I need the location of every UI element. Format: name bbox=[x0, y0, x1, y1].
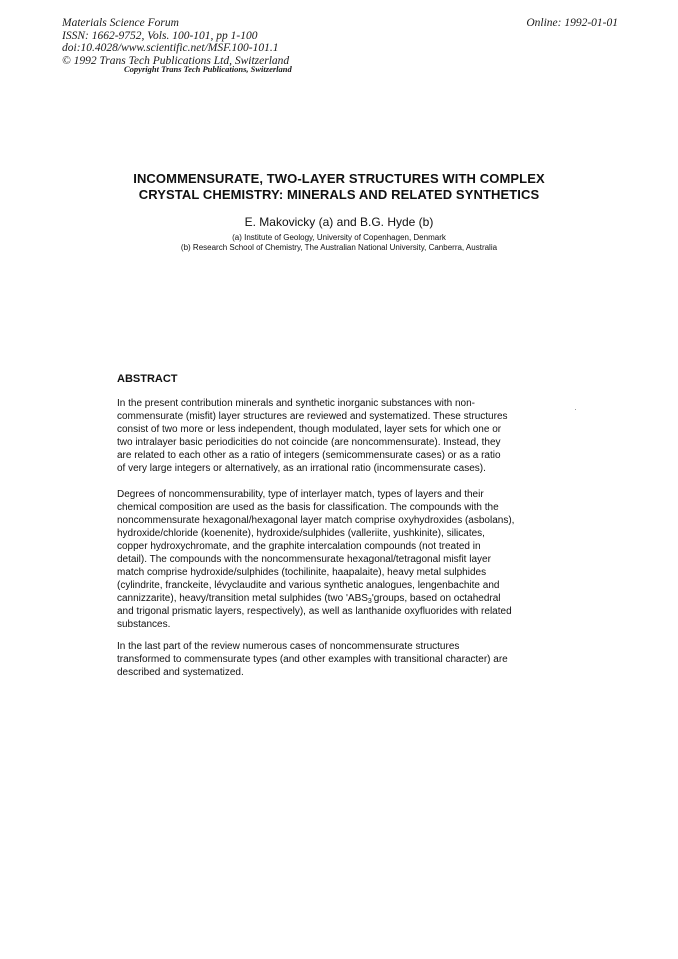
text-line: described and systematized. bbox=[117, 667, 244, 678]
doi-line: doi:10.4028/www.scientific.net/MSF.100-101.1 bbox=[62, 42, 279, 55]
journal-header bbox=[62, 17, 289, 67]
journal-name: Materials Science Forum bbox=[62, 17, 179, 29]
abstract-paragraph-2 bbox=[117, 488, 565, 631]
text-line: transformed to commensurate types (and other examples with transitional character) are bbox=[117, 654, 508, 665]
text-line: match comprise hydroxide/sulphides (tochilinite, haapalaite), heavy metal sulphides bbox=[117, 567, 487, 578]
subscript-3: 3 bbox=[367, 598, 372, 605]
affiliation-a: (a) Institute of Geology, University of Copenhagen, Denmark bbox=[232, 233, 446, 242]
text-line-with-subscript bbox=[117, 592, 565, 605]
text-line: consist of two more or less independent, though modulated, layer sets for which one or bbox=[117, 424, 502, 435]
abstract-paragraph-1 bbox=[117, 397, 565, 475]
text-line: detail). The compounds with the noncommensurate hexagonal/tetragonal misfit layer bbox=[117, 554, 491, 565]
issn-line: ISSN: 1662-9752, Vols. 100-101, pp 1-100 bbox=[62, 29, 258, 42]
title-line-1: INCOMMENSURATE, TWO-LAYER STRUCTURES WITH COMPLEX bbox=[133, 171, 545, 186]
author-list: E. Makovicky (a) and B.G. Hyde (b) bbox=[244, 215, 434, 229]
paper-title bbox=[0, 171, 678, 203]
text-line: of very large integers or alternatively, as an irrational ratio (incommensurate cases). bbox=[117, 463, 486, 474]
text-line: chemical composition are used as the basis for classification. The compounds with the bbox=[117, 502, 499, 513]
text-fragment: cannizzarite), heavy/transition metal sulphides (two 'ABS bbox=[117, 593, 368, 604]
text-line: Degrees of noncommensurability, type of interlayer match, types of layers and their bbox=[117, 489, 484, 500]
online-date: Online: 1992-01-01 bbox=[526, 17, 618, 29]
text-line: noncommensurate hexagonal/hexagonal layer match comprise oxyhydroxides (asbolans), bbox=[117, 515, 515, 526]
text-fragment: 'groups, based on octahedral bbox=[371, 593, 501, 604]
text-line: substances. bbox=[117, 619, 171, 630]
affiliation-b: (b) Research School of Chemistry, The Australian National University, Canberra, Australia bbox=[180, 243, 498, 252]
scan-speck bbox=[575, 409, 576, 410]
abstract-paragraph-3 bbox=[117, 640, 565, 679]
text-line: In the present contribution minerals and synthetic inorganic substances with non- bbox=[117, 398, 475, 409]
title-line-2: CRYSTAL CHEMISTRY: MINERALS AND RELATED SYNTHETICS bbox=[138, 187, 540, 202]
text-line: and trigonal prismatic layers, respectively), as well as lanthanide oxyfluorides with related bbox=[117, 606, 512, 617]
text-line: hydroxide/chloride (koenenite), hydroxide/sulphides (valleriite, yushkinite), silicates, bbox=[117, 528, 485, 539]
text-line: (cylindrite, franckeite, lévyclaudite and various synthetic analogues, lengenbachite and bbox=[117, 580, 500, 591]
text-line: commensurate (misfit) layer structures are reviewed and systematized. These structures bbox=[117, 411, 508, 422]
text-line: are related to each other as a ratio of integers (semicommensurate cases) or as a ratio bbox=[117, 450, 501, 461]
text-line: In the last part of the review numerous cases of noncommensurate structures bbox=[117, 641, 460, 652]
text-line: two intralayer basic periodicities do not coincide (are noncommensurate). Instead, they bbox=[117, 437, 501, 448]
copyright-note: Copyright Trans Tech Publications, Switzerland bbox=[124, 64, 292, 74]
publisher-line: © 1992 Trans Tech Publications Ltd, Switzerland bbox=[62, 54, 290, 67]
text-line: copper hydroxychromate, and the graphite intercalation compounds (not treated in bbox=[117, 541, 481, 552]
abstract-heading: ABSTRACT bbox=[117, 373, 178, 385]
